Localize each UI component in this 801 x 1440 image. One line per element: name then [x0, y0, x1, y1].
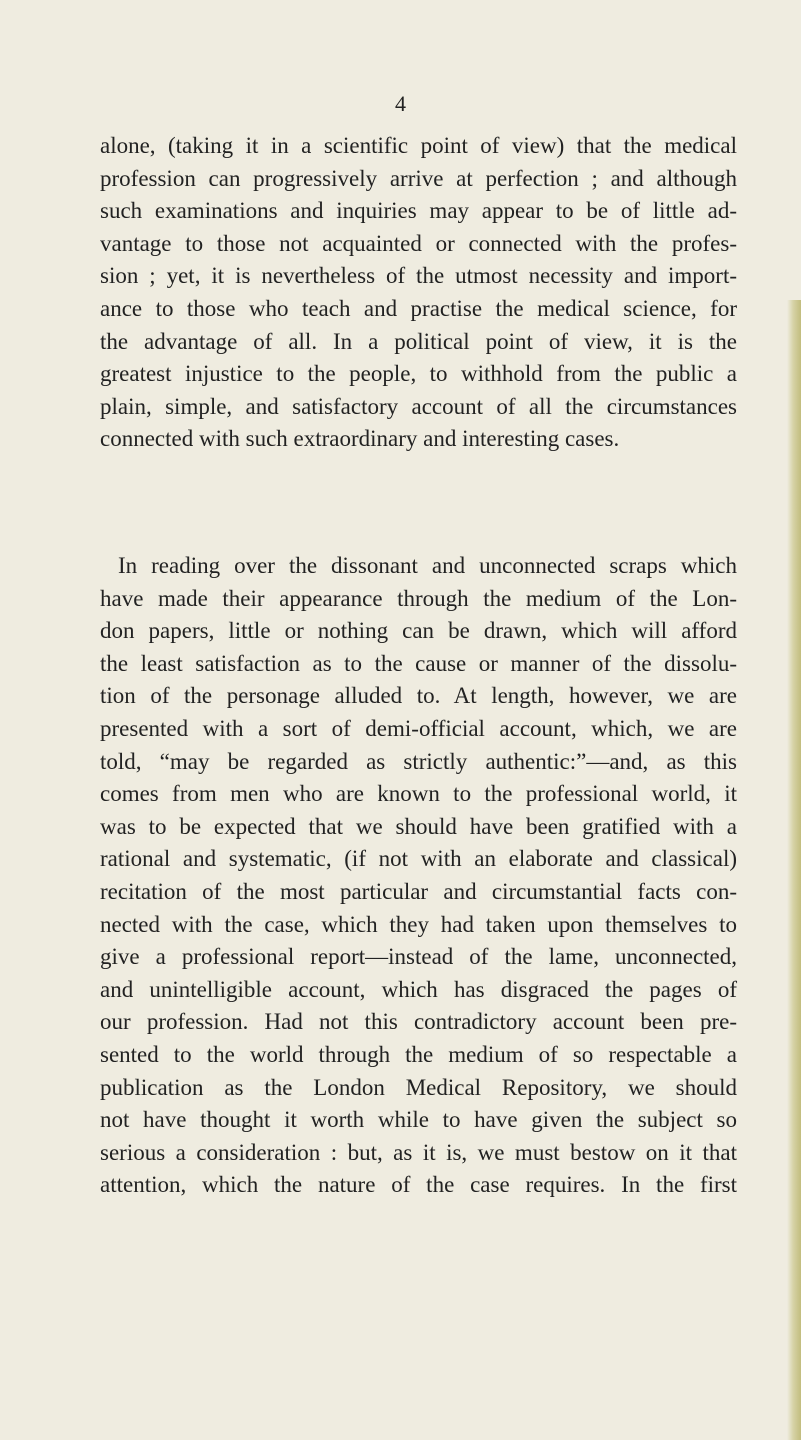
text-line: connected with such extraordinary and interesting cases. — [100, 426, 620, 452]
text-line: was to be expected that we should have been gratified with a — [100, 813, 737, 839]
text-line: sion ; yet, it is nevertheless of the utmost necessity and import- — [100, 263, 737, 289]
text-line: not have thought it worth while to have given the subject so — [100, 1107, 737, 1133]
text-line: profession can progressively arrive at perfection ; and although — [100, 165, 737, 191]
text-line: such examinations and inquiries may appear to be of little ad- — [100, 198, 737, 224]
text-line: sented to the world through the medium of so respectable a — [100, 1041, 737, 1067]
text-line: nected with the case, which they had taken upon themselves to — [100, 911, 737, 937]
text-line: our profession. Had not this contradictory account been pre- — [100, 1009, 737, 1035]
paragraph-1 — [100, 130, 737, 456]
page-number: 4 — [395, 91, 406, 116]
text-line: serious a consideration : but, as it is, we must bestow on it that — [100, 1139, 737, 1165]
text-line: tion of the personage alluded to. At length, however, we are — [100, 683, 737, 709]
text-line: plain, simple, and satisfactory account of all the circumstances — [100, 393, 737, 419]
paragraph-2 — [100, 550, 737, 1202]
text-line: alone, (taking it in a scientific point of view) that the medical — [100, 133, 737, 158]
text-line: greatest injustice to the people, to withhold from the public a — [100, 361, 737, 387]
text-line: rational and systematic, (if not with an elaborate and classical) — [100, 846, 737, 872]
text-line: the least satisfaction as to the cause or manner of the dissolu- — [100, 650, 737, 676]
text-line: recitation of the most particular and circumstantial facts con- — [100, 878, 737, 904]
text-line: ance to those who teach and practise the medical science, for — [100, 295, 737, 321]
text-line: have made their appearance through the medium of the Lon- — [100, 585, 737, 611]
text-line: don papers, little or nothing can be drawn, which will afford — [100, 618, 737, 644]
text-line: attention, which the nature of the case requires. In the first — [100, 1172, 737, 1198]
text-line: and unintelligible account, which has disgraced the pages of — [100, 976, 737, 1002]
text-line: the advantage of all. In a political point of view, it is the — [100, 328, 737, 354]
text-line: publication as the London Medical Repository, we should — [100, 1074, 737, 1100]
text-line: In reading over the dissonant and unconnected scraps which — [118, 553, 737, 578]
text-line: vantage to those not acquainted or connected with the profes- — [100, 230, 737, 256]
text-line: give a professional report—instead of the lame, unconnected, — [100, 944, 737, 970]
text-line: presented with a sort of demi-official account, which, we are — [100, 715, 737, 741]
text-line: told, “may be regarded as strictly authentic:”—and, as this — [100, 748, 737, 774]
page-edge-shadow — [787, 300, 801, 1440]
text-line: comes from men who are known to the professional world, it — [100, 781, 737, 807]
